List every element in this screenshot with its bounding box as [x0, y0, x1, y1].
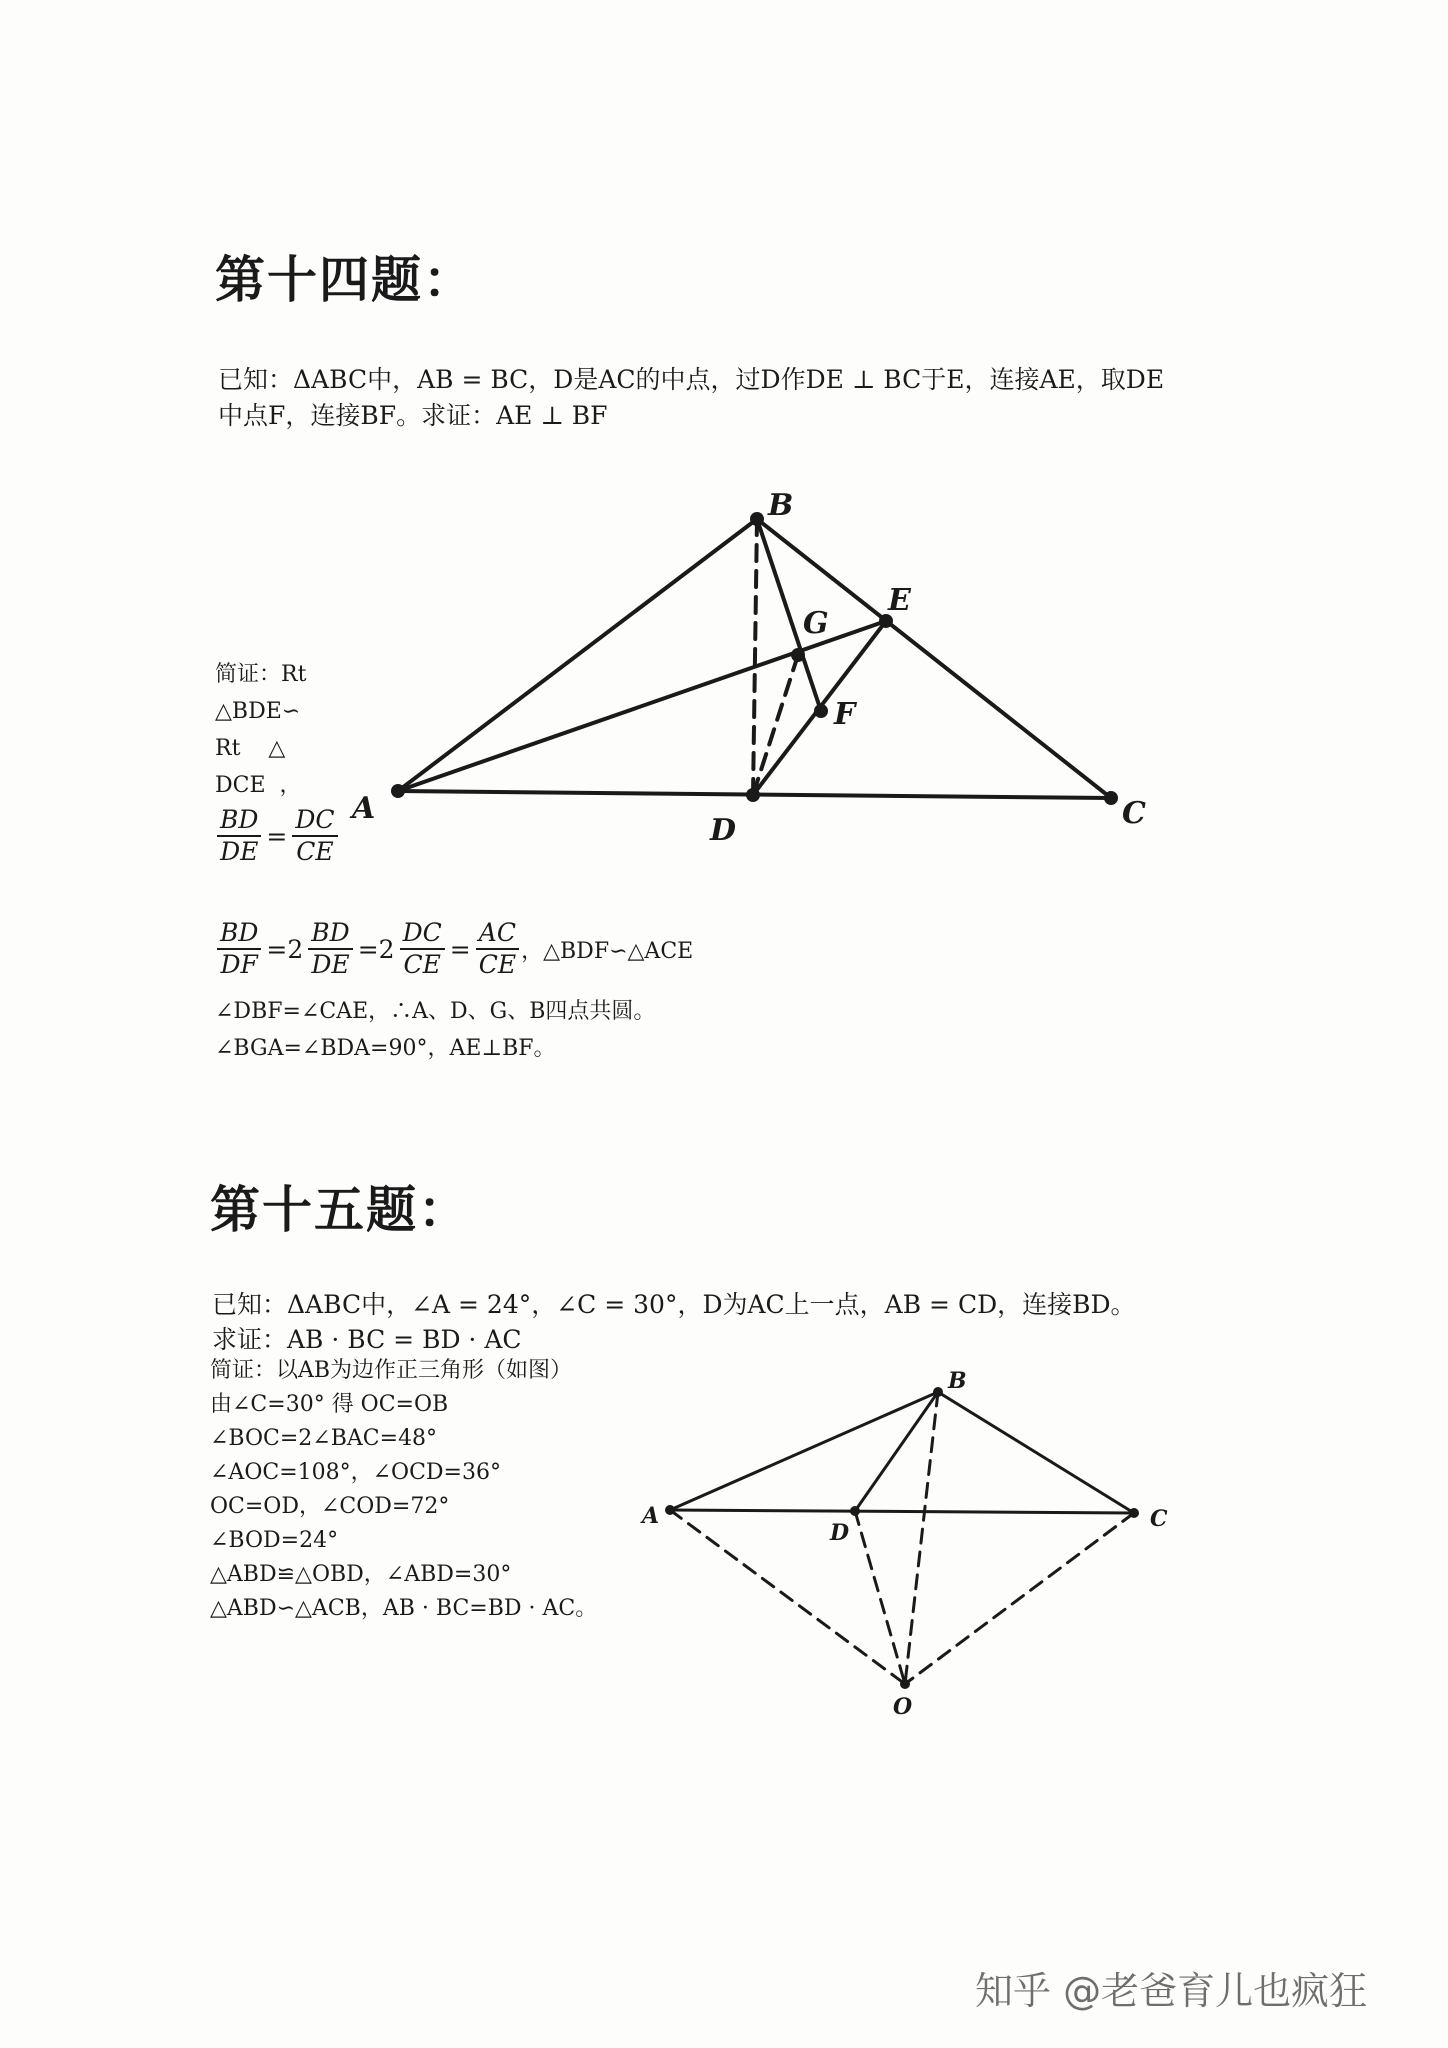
point-D	[746, 788, 760, 802]
proof15-line: 由∠C=30° 得 OC=OB	[210, 1392, 449, 1417]
segment-AE	[398, 621, 886, 791]
problem14-proof-line6: ∠DBF=∠CAE，∴A、D、G、B四点共圆。	[215, 999, 656, 1024]
problem14-proof-line1: 简证：Rt	[215, 662, 307, 687]
fraction-bd-de: $\frac{BD}{DE}$	[217, 805, 261, 867]
segment-BD-dashed	[753, 519, 757, 795]
proof15-line: ∠BOD=24°	[210, 1528, 339, 1553]
problem14-proof-chain: $\frac{BD}{DF}$ =2 $\frac{BD}{DE}$ =2 $\frac{DC}{CE}$ = $\frac{AC}{CE}$ ，△BDF∽△ACE	[215, 918, 693, 980]
label-G: G	[803, 606, 829, 641]
point-G	[791, 648, 805, 662]
fraction-dc-ce: $\frac{DC}{CE}$	[292, 805, 337, 867]
problem15-proof	[210, 1354, 597, 1626]
proof15-line: 简证：以AB为边作正三角形（如图）	[210, 1358, 573, 1383]
label-E: E	[888, 583, 911, 618]
fraction-dc-ce-2: $\frac{DC}{CE}$	[400, 918, 445, 980]
fraction-ac-ce: $\frac{AC}{CE}$	[476, 918, 519, 980]
problem14-proof-line3: Rt △	[215, 736, 286, 761]
problem14-title: 第十四题：	[215, 251, 475, 309]
proof15-line: △ABD∽△ACB，AB · BC=BD · AC。	[210, 1596, 598, 1621]
problem15-title: 第十五题：	[210, 1181, 470, 1239]
label15-B: B	[948, 1368, 967, 1394]
point-B	[750, 512, 764, 526]
label15-D: D	[830, 1520, 850, 1546]
problem15-given: 已知：ΔABC中，∠A = 24°，∠C = 30°，D为AC上一点，AB = CD，连接BD。	[212, 1290, 1136, 1319]
problem14-given-line1: 已知：ΔABC中，AB = BC，D是AC的中点，过D作DE ⊥ BC于E，连接AE，取DE	[218, 365, 1165, 394]
proof15-line: OC=OD，∠COD=72°	[210, 1494, 450, 1519]
proof15-line: ∠BOC=2∠BAC=48°	[210, 1426, 438, 1451]
point-F	[814, 704, 828, 718]
zhihu-watermark: 知乎 @老爸育儿也疯狂	[975, 1969, 1368, 2013]
problem14-proof-ratio: $\frac{BD}{DE}$ = $\frac{DC}{CE}$	[215, 805, 340, 867]
problem14-proof-line4: DCE ，	[215, 773, 302, 798]
label15-A: A	[642, 1503, 660, 1529]
segment-AB	[398, 519, 757, 791]
fraction-bd-df: $\frac{BD}{DF}$	[217, 918, 261, 980]
segment-GD-dashed	[753, 655, 798, 795]
label-F: F	[834, 697, 856, 732]
problem14-proof-line2: △BDE∽	[215, 699, 301, 724]
problem14-proof-line7: ∠BGA=∠BDA=90°，AE⊥BF。	[215, 1036, 556, 1061]
problem15-prove: 求证：AB · BC = BD · AC	[212, 1325, 522, 1354]
point-C	[1104, 791, 1118, 805]
proof15-line: △ABD≌△OBD，∠ABD=30°	[210, 1562, 512, 1587]
point-A	[391, 784, 405, 798]
label15-C: C	[1150, 1506, 1168, 1532]
label15-O: O	[893, 1694, 913, 1720]
label-A: A	[352, 791, 376, 826]
proof15-line: ∠AOC=108°，∠OCD=36°	[210, 1460, 501, 1485]
label-D: D	[710, 813, 737, 848]
label-C: C	[1122, 796, 1146, 831]
segment-BC	[757, 519, 1111, 798]
problem14-given-line2: 中点F，连接BF。求证：AE ⊥ BF	[218, 401, 608, 430]
fraction-bd-de-2: $\frac{BD}{DE}$	[308, 918, 352, 980]
label-B: B	[768, 488, 794, 523]
